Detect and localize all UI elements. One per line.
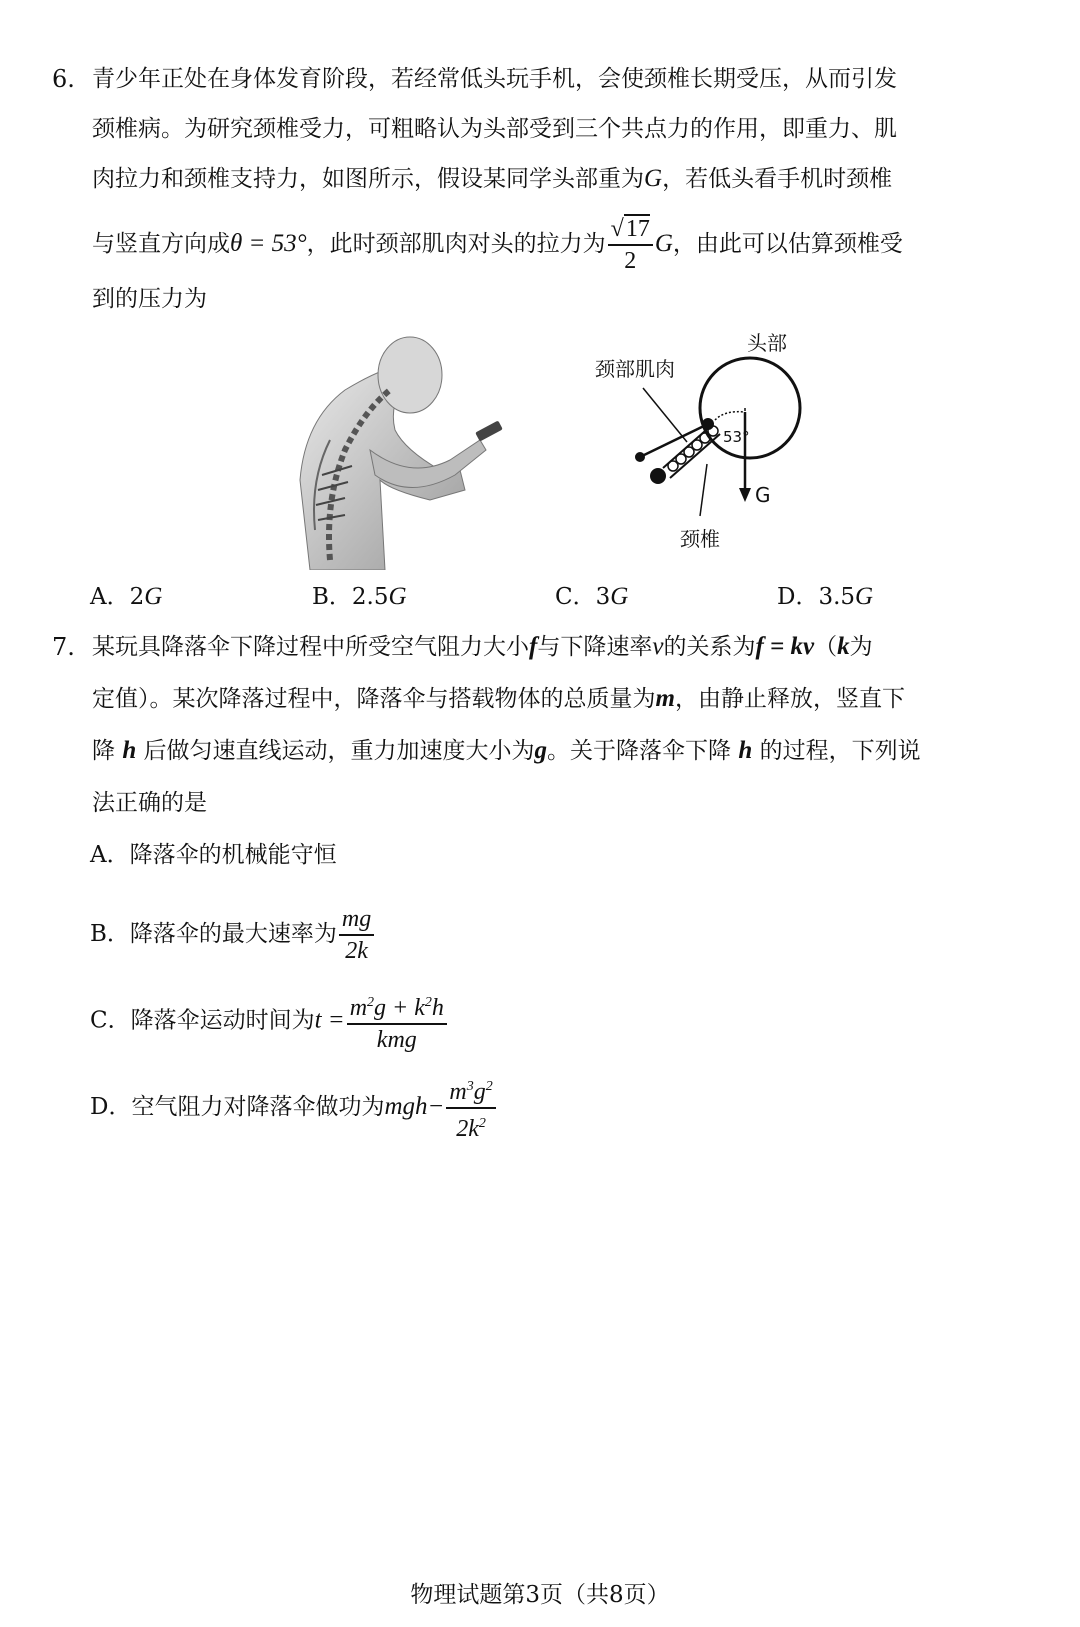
q6-option-d[interactable]: D．3.5G (777, 583, 874, 610)
theta-expression: θ = 53° (230, 230, 307, 257)
angle-label: 53° (723, 428, 750, 446)
head-circle (700, 358, 800, 458)
q7-option-a[interactable]: A．降落伞的机械能守恒 (90, 842, 337, 868)
work-fraction: $\frac{m^3g^2}{2k^2}$ (446, 1072, 495, 1144)
sqrt17-over-2-fraction: $\frac{√17}{2}$ (608, 214, 653, 276)
q7-option-c[interactable]: C．降落伞运动时间为t = $\frac{m^2g + k^2h}{\text{kmg}}$ (90, 988, 449, 1055)
q7-text-line-4: 法正确的是 (92, 790, 207, 816)
neck-spine-label: 颈椎 (680, 527, 720, 551)
spine-base-dot (650, 468, 666, 484)
q6-text-line-3: 肉拉力和颈椎支持力，如图所示，假设某同学头部重为G，若低头看手机时颈椎 (92, 165, 893, 192)
person-using-phone-illustration (290, 330, 520, 570)
time-fraction: $\frac{m^2g + k^2h}{\text{kmg}}$ (347, 988, 447, 1055)
q6-text-line-5: 到的压力为 (92, 286, 207, 312)
page-footer: 物理试题第3页（共8页） (410, 1582, 670, 1608)
q6-text-line-2: 颈椎病。为研究颈椎受力，可粗略认为头部受到三个共点力的作用，即重力、肌 (92, 116, 897, 142)
head-label: 头部 (747, 331, 787, 355)
max-speed-fraction: $\frac{mg}{2k}$ (339, 904, 374, 966)
q7-text-line-2: 定值）。某次降落过程中，降落伞与搭载物体的总质量为m，由静止释放，竖直下 (92, 685, 905, 712)
q7-text-line-1: 某玩具降落伞下降过程中所受空气阻力大小f与下降速率v的关系为f = kv（k为 (92, 633, 873, 660)
muscle-end-dot (635, 452, 645, 462)
question-7-number: 7. (52, 633, 75, 661)
q7-option-b[interactable]: B．降落伞的最大速率为 $\frac{mg}{2k}$ (90, 904, 376, 966)
q7-text-line-3: 降 h 后做匀速直线运动，重力加速度大小为g。关于降落伞下降 h 的过程，下列说 (92, 737, 921, 764)
force-diagram (595, 320, 835, 560)
gravity-arrow-head (739, 488, 751, 502)
q6-text-line-1: 青少年正处在身体发育阶段，若经常低头玩手机，会使颈椎长期受压，从而引发 (92, 66, 897, 92)
q6-text-line-4: 与竖直方向成θ = 53°，此时颈部肌肉对头的拉力为 $\frac{√17}{2}$ G，由此可以估算颈椎受 (92, 216, 903, 274)
contact-point-dot (702, 418, 714, 430)
q6-option-a[interactable]: A．2G (90, 583, 163, 610)
q6-option-b[interactable]: B．2.5G (312, 583, 407, 610)
q7-option-d[interactable]: D．空气阻力对降落伞做功为mgh− $\frac{m^3g^2}{2k^2}$ (90, 1072, 498, 1144)
neck-muscle-label: 颈部肌肉 (595, 357, 675, 381)
q6-option-c[interactable]: C．3G (555, 583, 629, 610)
question-6-number: 6. (52, 65, 75, 93)
gravity-label: G (755, 483, 771, 507)
